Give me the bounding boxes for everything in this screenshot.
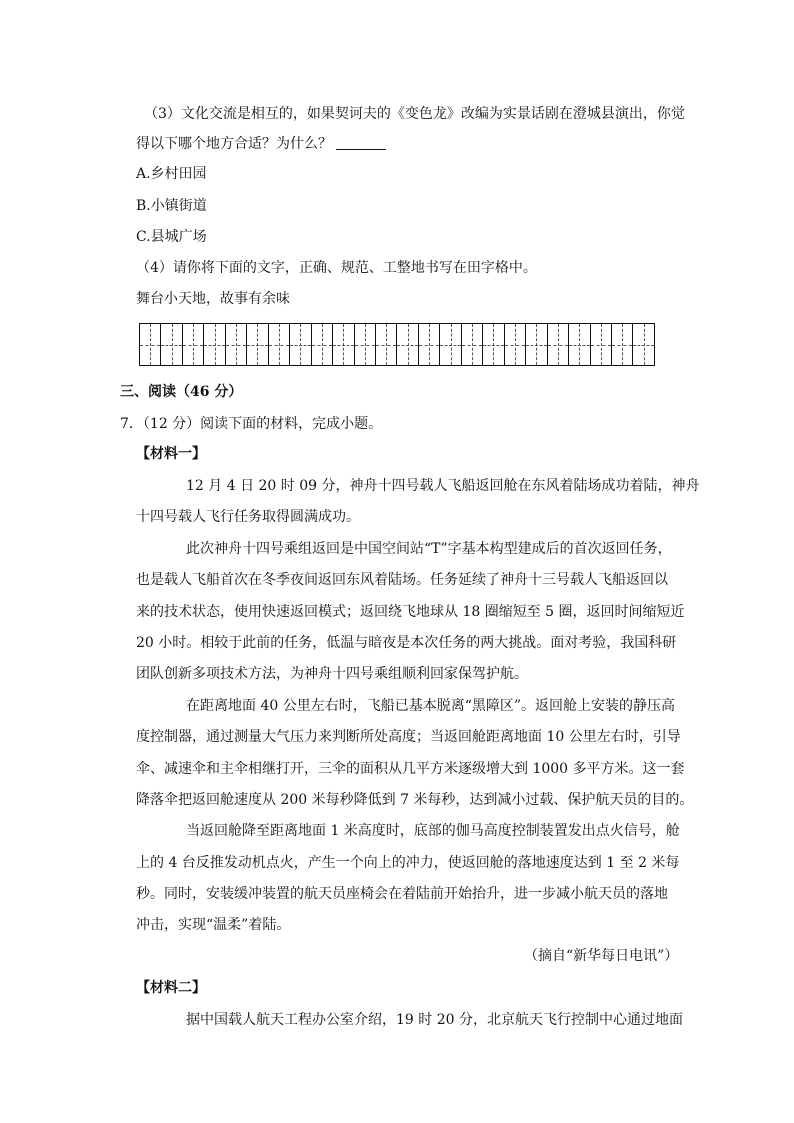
tianzige-cell[interactable] — [612, 324, 633, 365]
material-1-line: 十四号载人飞行任务取得圆满成功。 — [136, 509, 360, 525]
material-1-line: 伞、减速伞和主伞相继打开，三伞的面积从几平方米逐级增大到 1000 多平方米。这一套 — [136, 761, 685, 777]
tianzige-cell[interactable] — [140, 324, 161, 365]
material-1-line: 冲击，实现“温柔”着陆。 — [136, 917, 291, 933]
tianzige-cell[interactable] — [269, 324, 290, 365]
tianzige-cell[interactable] — [183, 324, 204, 365]
tianzige-cell[interactable] — [591, 324, 612, 365]
material-2-line: 据中国载人航天工程办公室介绍，19 时 20 分，北京航天飞行控制中心通过地面 — [186, 1012, 683, 1028]
tianzige-cell[interactable] — [226, 324, 247, 365]
material-1-line: 来的技术状态，使用快速返回模式；返回绕飞地球从 18 圈缩短至 5 圈，返回时间缩短近 — [136, 604, 685, 620]
tianzige-cell[interactable] — [419, 324, 440, 365]
tianzige-cell[interactable] — [161, 324, 182, 365]
tianzige-cell[interactable] — [376, 324, 397, 365]
material-1-line: 度控制器，通过测量大气压力来判断所处高度；当返回舱距离地面 10 公里左右时，引导 — [136, 729, 681, 745]
q7-stem: 7．（12 分）阅读下面的材料，完成小题。 — [120, 416, 383, 432]
material-1-line: 降落伞把返回舱速度从 200 米每秒降低到 7 米每秒，达到减小过载、保护航天员的目的。 — [136, 792, 694, 808]
tianzige-cell[interactable] — [247, 324, 268, 365]
material-1-line: 当返回舱降至距离地面 1 米高度时，底部的伽马高度控制装置发出点火信号，舱 — [186, 823, 680, 839]
material-1-line: 在距离地面 40 公里左右时，飞船已基本脱离“黑障区”。返回舱上安装的静压高 — [186, 698, 676, 714]
material-1-line: 12 月 4 日 20 时 09 分，神舟十四号载人飞船返回舱在东风着陆场成功着陆，神舟 — [186, 478, 700, 494]
tianzige-cell[interactable] — [548, 324, 569, 365]
material-1-label: 【材料一】 — [136, 446, 206, 462]
answer-blank[interactable] — [336, 135, 386, 150]
section-3-heading: 三、阅读（46 分） — [120, 384, 243, 400]
option-b: B.小镇街道 — [136, 198, 207, 214]
material-1-line: 也是载人飞船首次在冬季夜间返回东风着陆场。任务延续了神舟十三号载人飞船返回以 — [136, 572, 668, 588]
tianzige-cell[interactable] — [526, 324, 547, 365]
tianzige-cell[interactable] — [440, 324, 461, 365]
q3-line-2 — [136, 134, 386, 154]
material-1-line: 上的 4 台反推发动机点火，产生一个向上的冲力，使返回舱的落地速度达到 1 至 2 米每 — [136, 855, 680, 871]
q3-line-1: （3）文化交流是相互的，如果契诃夫的《变色龙》改编为实景话剧在澄城县演出，你觉 — [144, 106, 685, 122]
q4-text: 舞台小天地，故事有余味 — [136, 291, 290, 307]
material-2-label: 【材料二】 — [136, 980, 206, 996]
option-c: C.县城广场 — [136, 229, 207, 245]
tianzige-cell[interactable] — [505, 324, 526, 365]
tianzige-cell[interactable] — [290, 324, 311, 365]
q4-prompt: （4）请你将下面的文字，正确、规范、工整地书写在田字格中。 — [136, 260, 537, 276]
tianzige-cell[interactable] — [397, 324, 418, 365]
tianzige-cell[interactable] — [333, 324, 354, 365]
tianzige-grid[interactable] — [139, 323, 655, 366]
tianzige-cell[interactable] — [462, 324, 483, 365]
tianzige-cell[interactable] — [569, 324, 590, 365]
tianzige-cell[interactable] — [355, 324, 376, 365]
material-1-line: 此次神舟十四号乘组返回是中国空间站“T”字基本构型建成后的首次返回任务， — [186, 541, 672, 557]
q3-line-2-text: 得以下哪个地方合适？为什么？ — [136, 136, 332, 152]
material-1-source: （摘自“新华每日电讯”） — [524, 948, 679, 964]
tianzige-cell[interactable] — [633, 324, 653, 365]
material-1-line: 秒。同时，安装缓冲装置的航天员座椅会在着陆前开始抬升，进一步减小航天员的落地 — [136, 886, 668, 902]
material-1-line: 20 小时。相较于此前的任务，低温与暗夜是本次任务的两大挑战。面对考验，我国科研 — [136, 635, 677, 651]
tianzige-cell[interactable] — [312, 324, 333, 365]
tianzige-cell[interactable] — [204, 324, 225, 365]
option-a: A.乡村田园 — [136, 166, 207, 182]
tianzige-cell[interactable] — [483, 324, 504, 365]
material-1-line: 团队创新多项技术方法，为神舟十四号乘组顺利回家保驾护航。 — [136, 666, 528, 682]
